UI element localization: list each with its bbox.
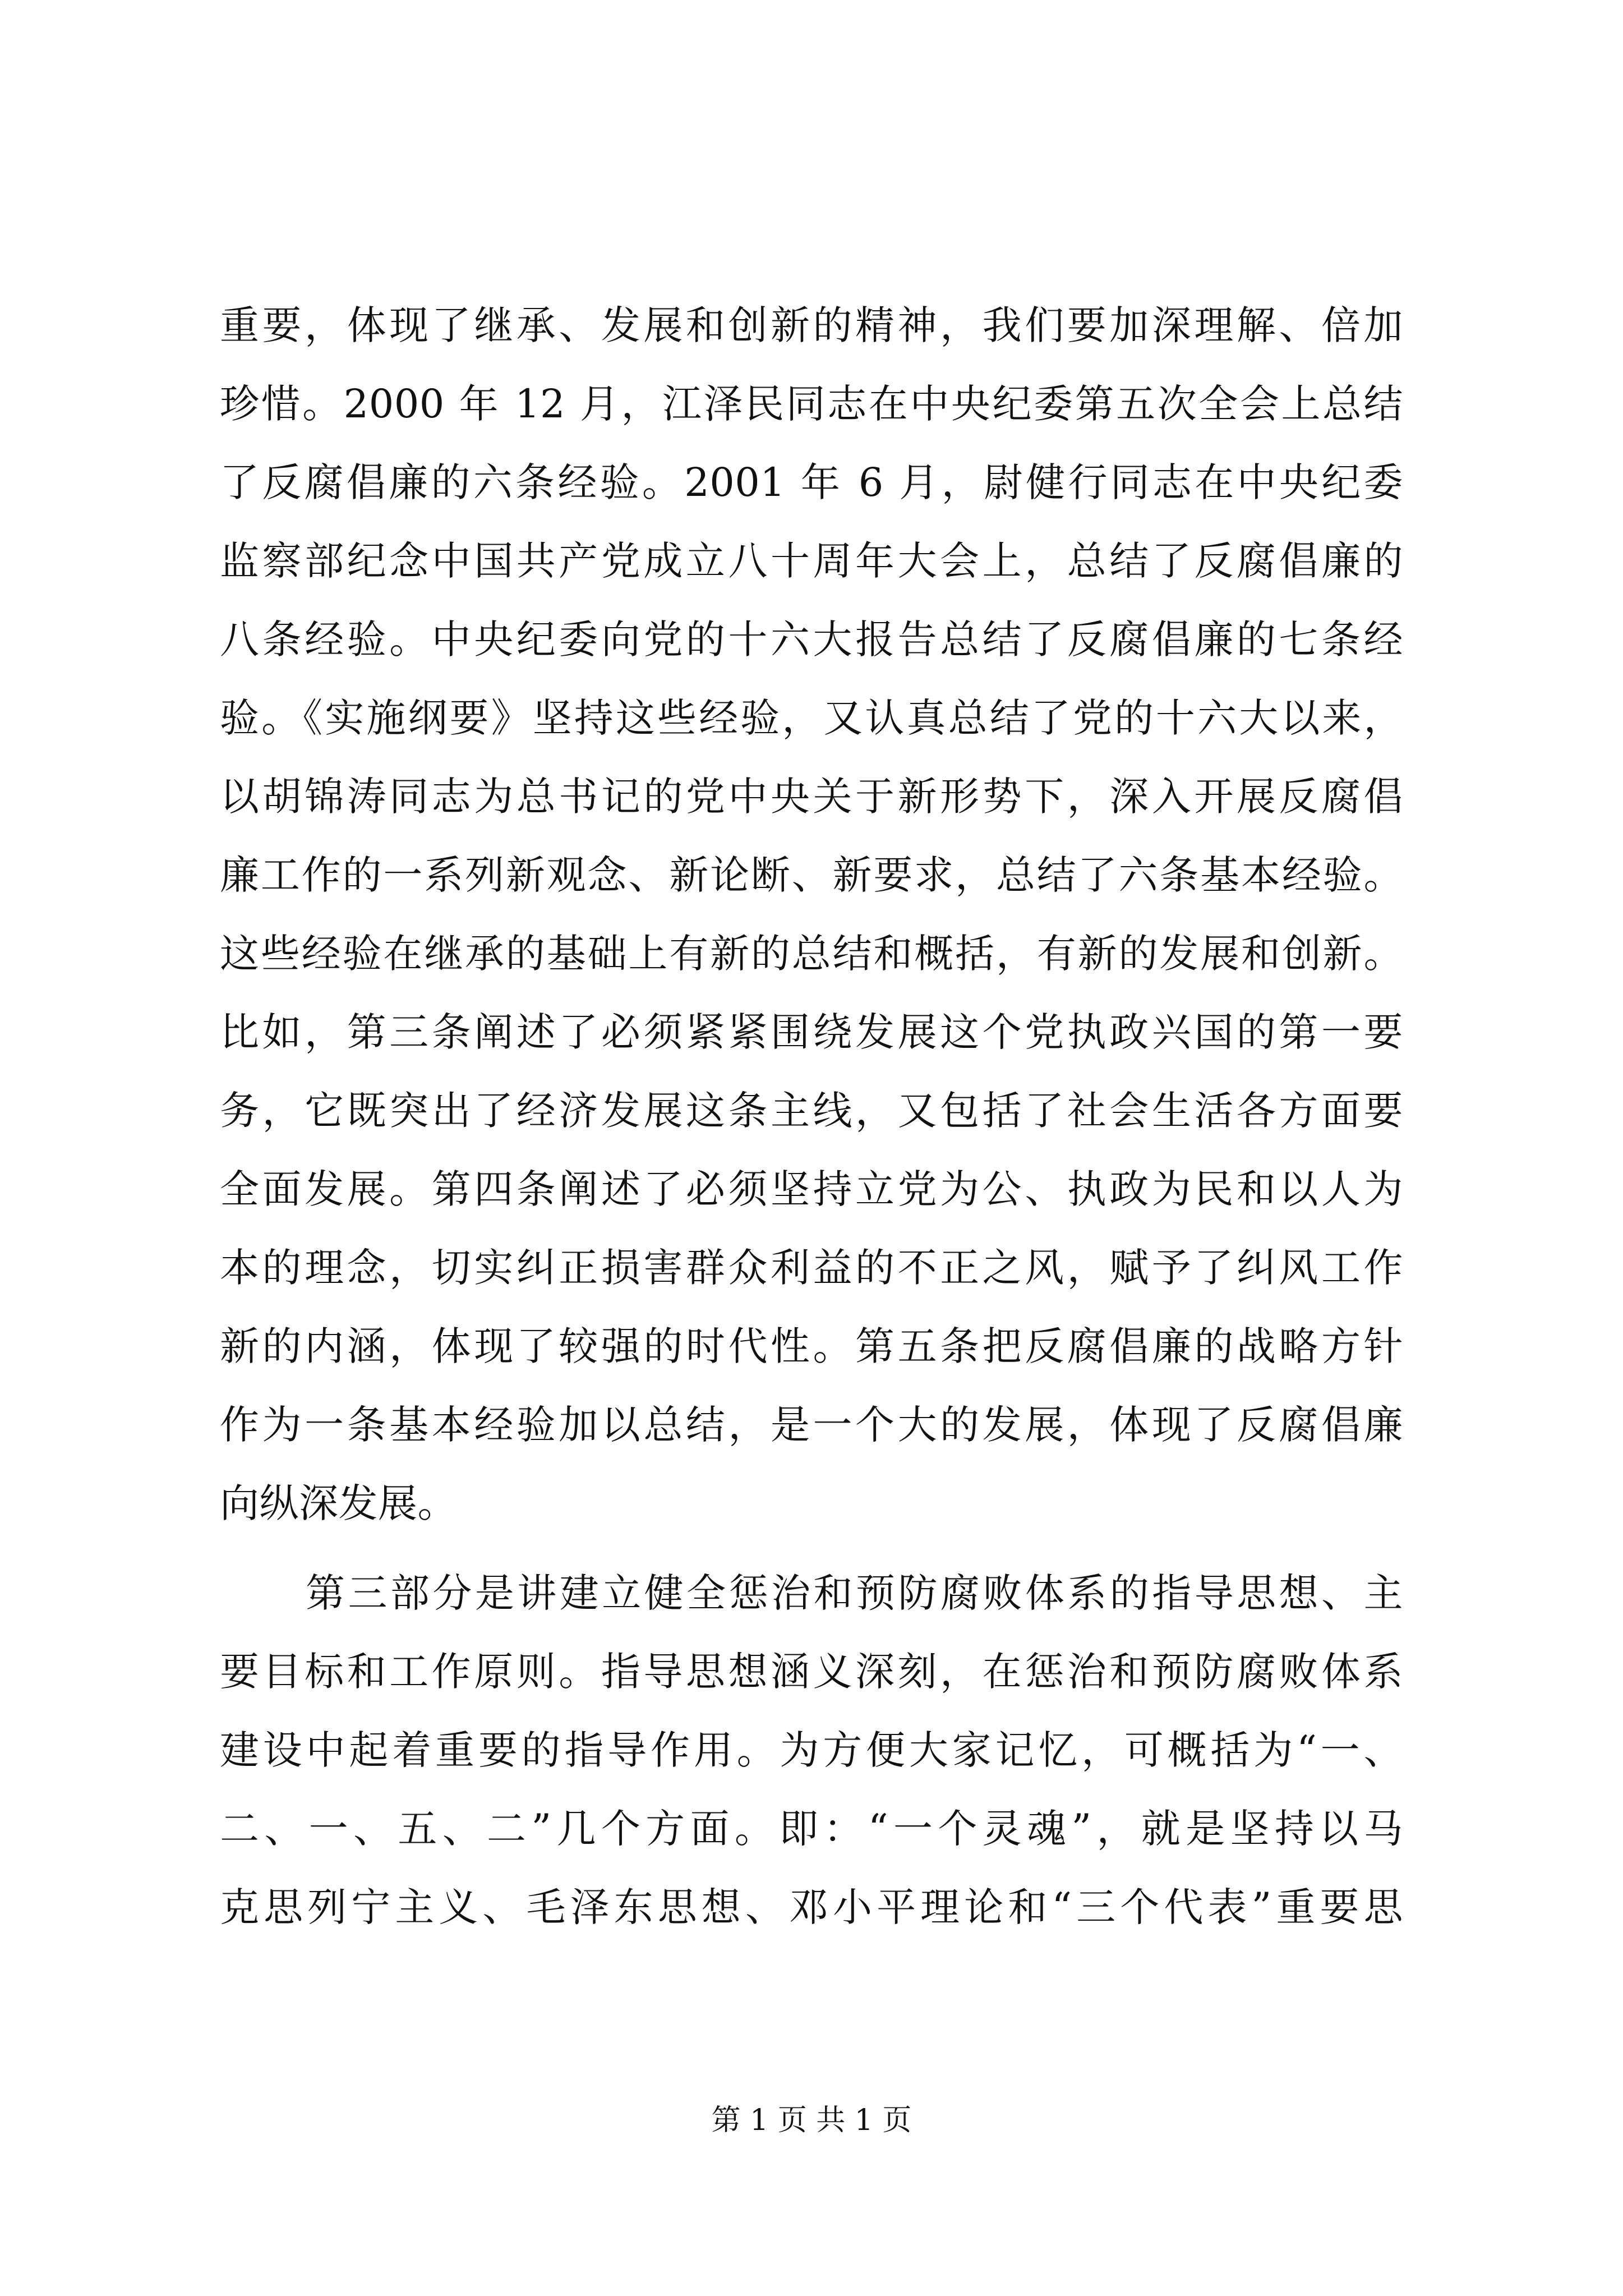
text-line: 作为一条基本经验加以总结，是一个大的发展，体现了反腐倡廉 [220,1402,1403,1448]
text-line: 八条经验。中央纪委向党的十六大报告总结了反腐倡廉的七条经 [220,616,1403,662]
text-line: 比如，第三条阐述了必须紧紧围绕发展这个党执政兴国的第一要 [220,1009,1403,1055]
text-line: 这些经验在继承的基础上有新的总结和概括，有新的发展和创新。 [220,931,1403,977]
text-line: 验。《实施纲要》坚持这些经验，又认真总结了党的十六大以来， [220,695,1403,741]
text-line: 重要，体现了继承、发展和创新的精神，我们要加深理解、倍加 [220,302,1403,348]
text-line: 廉工作的一系列新观念、新论断、新要求，总结了六条基本经验。 [220,852,1403,898]
text-line: 二、一、五、二”几个方面。即：“一个灵魂”，就是坚持以马 [220,1806,1403,1852]
page-number-label: 第 1 页 共 1 页 [711,2104,912,2137]
text-line: 新的内涵，体现了较强的时代性。第五条把反腐倡廉的战略方针 [220,1323,1403,1369]
text-line: 本的理念，切实纠正损害群众利益的不正之风，赋予了纠风工作 [220,1245,1403,1291]
paragraph-first-line: 第三部分是讲建立健全惩治和预防腐败体系的指导思想、主 [306,1570,1403,1616]
text-line: 要目标和工作原则。指导思想涵义深刻，在惩治和预防腐败体系 [220,1649,1403,1695]
text-line: 全面发展。第四条阐述了必须坚持立党为公、执政为民和以人为 [220,1166,1403,1212]
text-line: 以胡锦涛同志为总书记的党中央关于新形势下，深入开展反腐倡 [220,774,1403,820]
text-line: 监察部纪念中国共产党成立八十周年大会上，总结了反腐倡廉的 [220,538,1403,584]
text-line: 克思列宁主义、毛泽东思想、邓小平理论和“三个代表”重要思 [220,1884,1403,1930]
text-line: 务，它既突出了经济发展这条主线，又包括了社会生活各方面要 [220,1088,1403,1134]
text-line: 建设中起着重要的指导作用。为方便大家记忆，可概括为“一、 [220,1727,1403,1773]
text-line: 了反腐倡廉的六条经验。2001 年 6 月，尉健行同志在中央纪委 [220,459,1403,505]
page-footer [0,2101,1623,2140]
text-line: 向纵深发展。 [220,1480,457,1526]
text-line: 珍惜。2000 年 12 月，江泽民同志在中央纪委第五次全会上总结 [220,381,1403,427]
